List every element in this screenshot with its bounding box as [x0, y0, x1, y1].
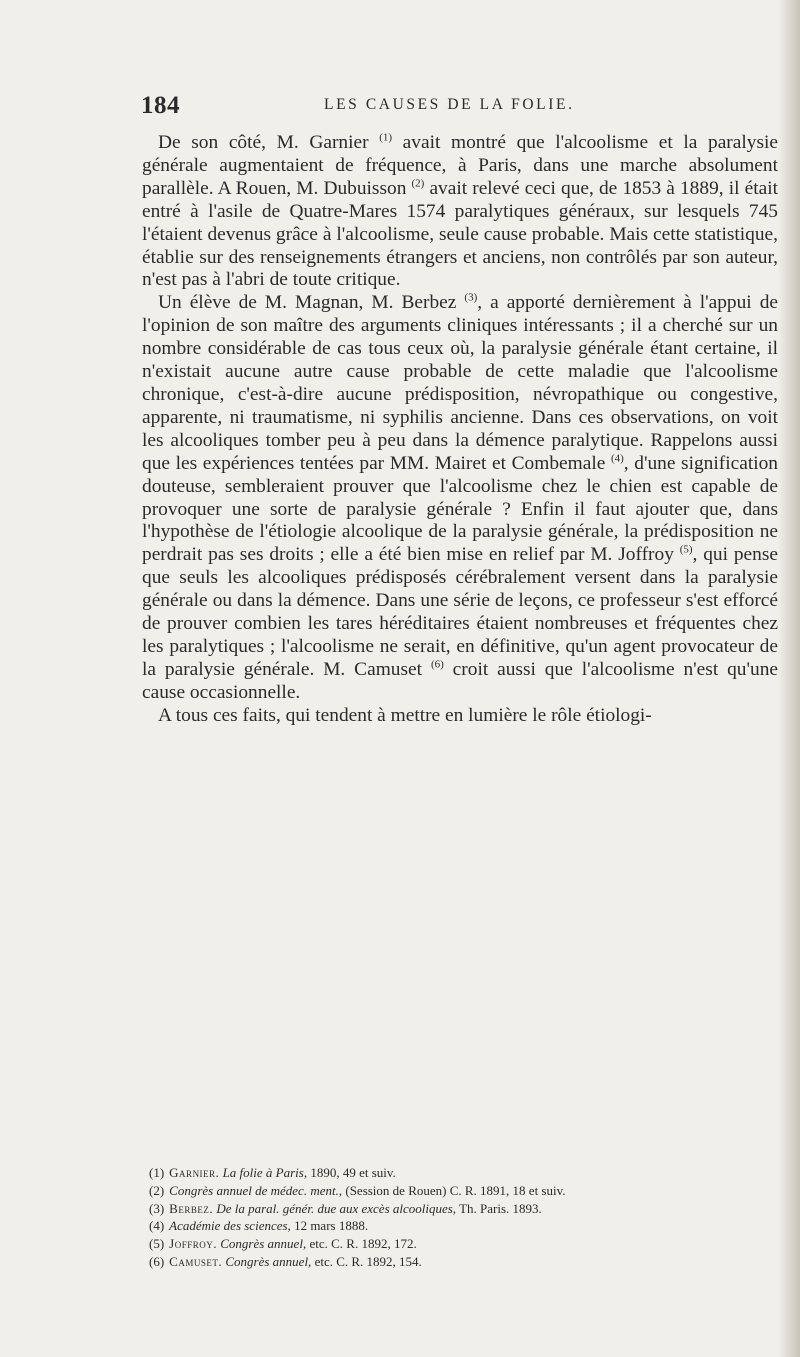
text-run: Un élève de M. Magnan, M. Berbez	[158, 292, 465, 314]
footnote	[149, 1253, 779, 1271]
footnote-rest: (Session de Rouen) C. R. 1891, 18 et suiv.	[342, 1182, 566, 1198]
paragraph	[142, 705, 778, 728]
footnote-work: Congrès annuel,	[220, 1236, 307, 1252]
text-run: , a apporté dernièrement à l'appui de l'opinion de son maître des arguments cliniques intéressants ; il a cherché sur un nombre considérable de cas tous ceux où, la paralysie générale étant certaine, il n'existait aucune autre cause probable de cette maladie que l'alcoolisme chronique, c'est-à-dire aucune prédisposition, névropathique ou congestive, apparente, ni traumatisme, ni syphilis ancienne. Dans ces observations, on voit les alcooliques tomber peu à peu dans la démence paralytique. Rappelons aussi que les expériences tentées par MM. Mairet et Combemale	[142, 292, 779, 474]
page-edge-shadow	[778, 0, 800, 1357]
footnote-rest: 1890, 49 et suiv.	[307, 1165, 396, 1180]
footnote-work: De la paral. génér. due aux excès alcooliques,	[216, 1200, 457, 1216]
footnote-work: Académie des sciences,	[169, 1218, 291, 1234]
text-run: avait relevé ceci que, de 1853 à 1889, il était entré à l'asile de Quatre-Mares 1574 paralytiques généraux, sur lesquels 745 l'étaient devenus grâce à l'alcoolisme, seule cause probable. Mais cette statistique, établie sur des renseignements étrangers et anciens, non contrôlés par son auteur, n'est pas à l'abri de toute critique.	[142, 177, 778, 291]
footnote-number: (3)	[149, 1200, 165, 1216]
body-text	[142, 132, 778, 728]
footnote-ref: (1)	[379, 131, 393, 144]
footnote-number: (6)	[149, 1253, 165, 1269]
footnote	[149, 1182, 779, 1200]
footnote-ref: (3)	[464, 291, 478, 304]
footnote	[149, 1164, 779, 1182]
footnote-author: Joffroy.	[169, 1236, 217, 1252]
footnote-rest: Th. Paris. 1893.	[456, 1200, 542, 1216]
page-header	[0, 92, 800, 122]
footnote	[149, 1235, 779, 1253]
footnote-number: (4)	[149, 1218, 165, 1234]
paragraph	[142, 292, 778, 704]
footnote-work: Congrès annuel,	[225, 1253, 312, 1269]
footnote-author: Berbez.	[169, 1200, 214, 1216]
footnote-ref: (4)	[610, 452, 624, 465]
footnote-work: Congrès annuel de médec. ment.,	[169, 1182, 343, 1198]
footnote-number: (5)	[149, 1236, 165, 1252]
footnote-rest: etc. C. R. 1892, 154.	[311, 1253, 422, 1269]
footnote-number: (1)	[149, 1165, 165, 1180]
footnotes	[149, 1164, 779, 1271]
footnote	[149, 1200, 779, 1218]
text-run: De son côté, M. Garnier	[158, 132, 380, 153]
footnote-author: Garnier.	[169, 1165, 220, 1180]
text-run: A tous ces faits, qui tendent à mettre en lumière le rôle étiologi-	[158, 704, 652, 726]
text-run: croit aussi que l'alcoolisme n'est qu'une cause occasionnelle.	[142, 658, 778, 703]
footnote-ref: (2)	[411, 177, 425, 190]
page-number: 184	[141, 92, 180, 119]
paragraph	[142, 132, 778, 292]
footnote-rest: 12 mars 1888.	[290, 1218, 369, 1234]
footnote	[149, 1217, 779, 1235]
running-title: LES CAUSES DE LA FOLIE.	[324, 96, 575, 113]
text-run: , qui pense que seuls les alcooliques prédisposés cérébralement versent dans la paralysie générale ou dans la démence. Dans une série de leçons, ce professeur s'est efforcé de prouver combien les tares héréditaires étaient nombreuses et fréquentes chez les paralytiques ; l'alcoolisme ne serait, en définitive, qu'un agent provocateur de la paralysie générale. M. Camuset	[142, 544, 778, 680]
footnote-ref: (6)	[430, 658, 444, 671]
text-run: , d'une signification douteuse, sembleraient prouver que l'alcoolisme chez le chien est capable de provoquer une sorte de paralysie générale ? Enfin il faut ajouter que, dans l'hypothèse de l'étiologie alcoolique de la paralysie générale, la prédisposition ne perdrait pas ses droits ; elle a été bien mise en relief par M. Joffroy	[142, 452, 778, 566]
footnote-ref: (5)	[679, 543, 693, 556]
footnote-author: Camuset.	[169, 1253, 223, 1269]
footnote-work: La folie à Paris,	[222, 1165, 308, 1180]
footnote-rest: etc. C. R. 1892, 172.	[306, 1236, 417, 1252]
text-run: avait montré que l'alcoolisme et la paralysie générale augmentaient de fréquence, à Paris, dans une marche absolument parallèle. A Rouen, M. Dubuisson	[142, 132, 778, 199]
footnote-number: (2)	[149, 1182, 165, 1198]
